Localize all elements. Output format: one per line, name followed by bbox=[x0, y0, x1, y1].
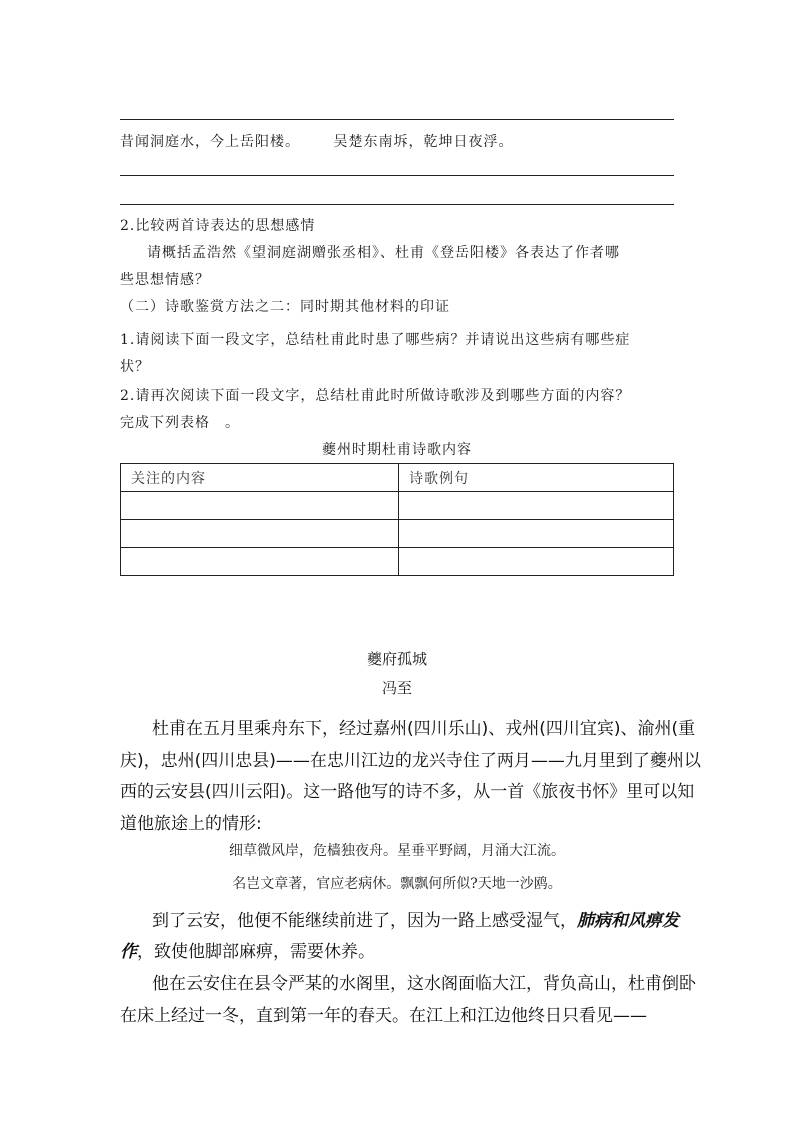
table-row bbox=[121, 520, 674, 548]
article-p1-line2: 庆)，忠州(四川忠县)——在忠川江边的龙兴寺住了两月——九月里到了夔州以 bbox=[120, 751, 701, 771]
article-p2-emphasis-end: 作 bbox=[120, 942, 137, 962]
section2-title: （二）诗歌鉴赏方法之二：同时期其他材料的印证 bbox=[120, 299, 450, 315]
s2-q2-line2: 完成下列表格 。 bbox=[120, 415, 240, 431]
answer-line-top bbox=[120, 119, 674, 120]
article-p2-text: 到了云安，他便不能继续前进了，因为一路上感受湿气， bbox=[152, 911, 577, 931]
article-p1-line3: 西的云安县(四川云阳)。这一路他写的诗不多，从一首《旅夜书怀》里可以知 bbox=[120, 782, 695, 802]
s2-q1-line2: 状？ bbox=[120, 359, 150, 375]
q2-body-line1: 请概括孟浩然《望洞庭湖赠张丞相》、杜甫《登岳阳楼》各表达了作者哪 bbox=[147, 245, 620, 261]
s2-q2-line1: 2.请再次阅读下面一段文字，总结杜甫此时所做诗歌涉及到哪些方面的内容？ bbox=[120, 388, 631, 404]
table-header-content: 关注的内容 bbox=[121, 464, 399, 492]
article-p2-line1 bbox=[152, 906, 679, 931]
table-cell-example[interactable] bbox=[399, 492, 674, 520]
table-caption: 夔州时期杜甫诗歌内容 bbox=[322, 442, 472, 458]
table-cell-content[interactable] bbox=[121, 548, 399, 576]
article-author: 冯至 bbox=[381, 679, 412, 697]
table-cell-example[interactable] bbox=[399, 520, 674, 548]
article-p1-line1: 杜甫在五月里乘舟东下，经过嘉州(四川乐山)、戎州(四川宜宾)、渝州(重 bbox=[152, 719, 696, 739]
answer-line-1 bbox=[120, 175, 674, 176]
table-row bbox=[121, 492, 674, 520]
table-header-row bbox=[121, 464, 674, 492]
article-title: 夔府孤城 bbox=[366, 650, 427, 668]
table-cell-content[interactable] bbox=[121, 492, 399, 520]
table-header-example: 诗歌例句 bbox=[399, 464, 674, 492]
s2-q1-line1: 1.请阅读下面一段文字，总结杜甫此时患了哪些病？并请说出这些病有哪些症 bbox=[120, 332, 631, 348]
poem-line bbox=[120, 131, 513, 151]
table-cell-content[interactable] bbox=[121, 520, 399, 548]
content-table bbox=[120, 463, 674, 576]
article-poem-line1: 细草微风岸，危樯独夜舟。星垂平野阔，月涌大江流。 bbox=[229, 843, 565, 859]
article-p2-emphasis: 肺病和风痹发 bbox=[577, 911, 679, 931]
answer-line-2 bbox=[120, 204, 674, 205]
poem-line-part1: 昔闻洞庭水，今上岳阳楼。 bbox=[120, 134, 300, 150]
article-p3-line2: 在床上经过一冬，直到第一年的春天。在江上和江边他终日只看见—— bbox=[120, 1006, 647, 1026]
article-p1-line4: 道他旅途上的情形: bbox=[120, 814, 262, 834]
article-p3-line1: 他在云安住在县令严某的水阁里，这水阁面临大江，背负高山，杜甫倒卧 bbox=[152, 974, 696, 994]
table-cell-example[interactable] bbox=[399, 548, 674, 576]
table-row bbox=[121, 548, 674, 576]
article-poem-line2: 名岂文章著，官应老病休。飘飘何所似?天地一沙鸥。 bbox=[232, 876, 562, 892]
poem-line-part2: 吴楚东南坼，乾坤日夜浮。 bbox=[333, 134, 514, 150]
q2-title: 2.比较两首诗表达的思想感情 bbox=[120, 218, 316, 234]
article-p2-text-end: ，致使他脚部麻痹，需要休养。 bbox=[137, 942, 375, 962]
q2-body-line2: 些思想情感？ bbox=[120, 272, 210, 288]
article-p2-line2 bbox=[120, 937, 375, 962]
